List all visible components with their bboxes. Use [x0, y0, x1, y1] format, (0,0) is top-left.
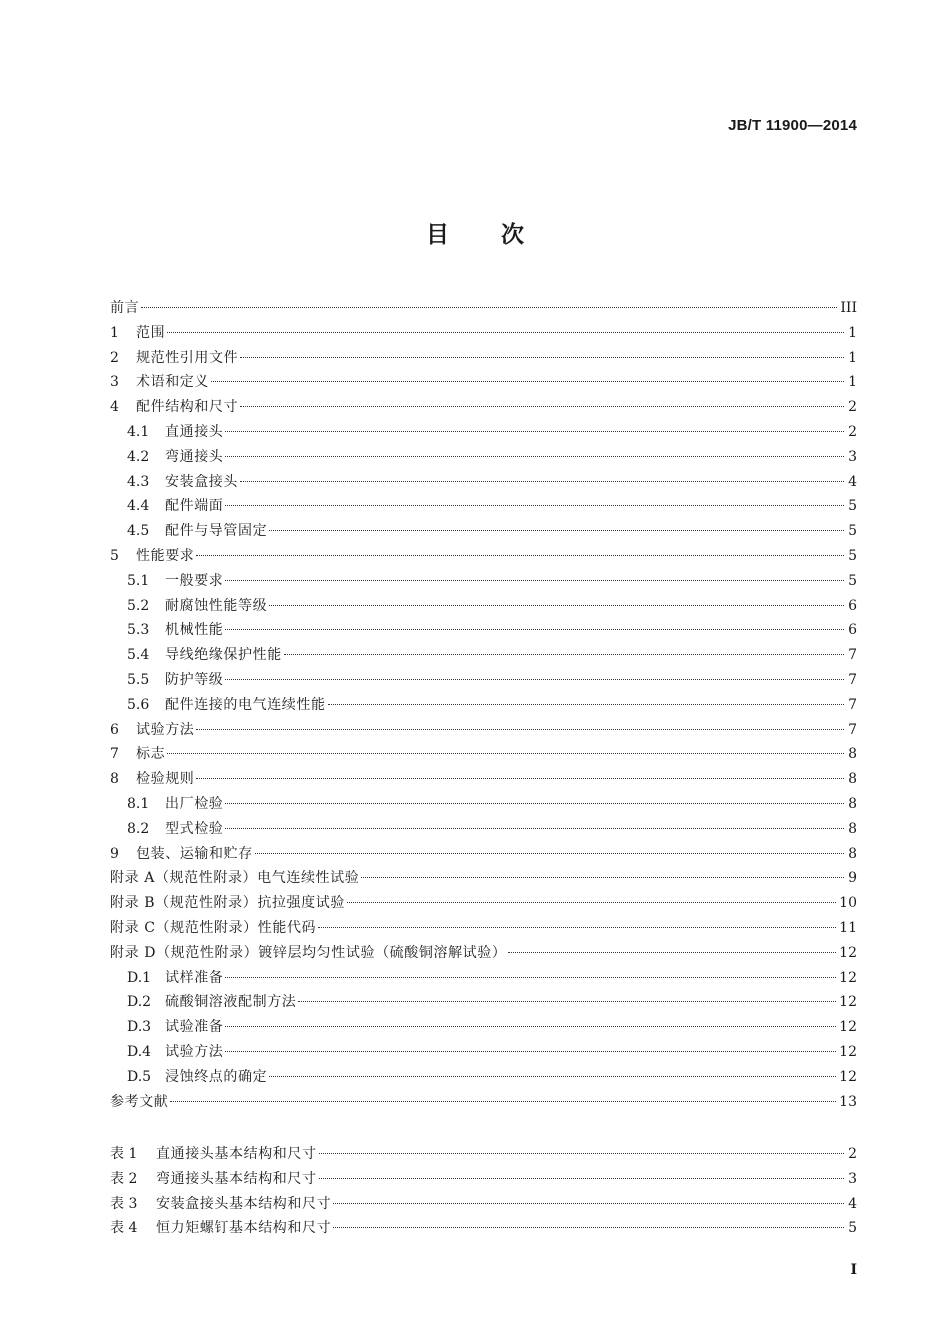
toc-entry[interactable]	[110, 966, 857, 991]
toc-entry-number: D.1	[127, 969, 152, 986]
toc-entry-number: 5.3	[127, 622, 150, 639]
dot-leader	[319, 1178, 844, 1179]
dot-leader	[319, 1153, 844, 1154]
toc-entry-number: 表 3	[110, 1195, 138, 1212]
toc-entry[interactable]	[110, 817, 857, 842]
toc-entry[interactable]	[110, 296, 857, 321]
toc-entry-page: 8	[848, 771, 857, 788]
toc-entry-number: 4	[110, 399, 119, 416]
dot-leader	[225, 1026, 836, 1027]
toc-entry[interactable]	[110, 1065, 857, 1090]
toc-entry[interactable]	[110, 1090, 857, 1115]
toc-entry-label: 直通接头	[165, 423, 224, 440]
toc-entry-label: 参考文献	[110, 1093, 169, 1110]
dot-leader	[333, 1227, 844, 1228]
dot-leader	[240, 481, 844, 482]
toc-entry[interactable]	[110, 544, 857, 569]
dot-leader	[196, 778, 844, 779]
toc-entry-page: 11	[839, 919, 857, 936]
toc-entry-page: 3	[848, 448, 857, 465]
dot-leader	[328, 704, 844, 705]
toc-entry-number: 5	[110, 547, 119, 564]
toc-entry-label: 附录 D（规范性附录）镀锌层均匀性试验（硫酸铜溶解试验）	[110, 944, 507, 961]
toc-entry-label: 一般要求	[165, 572, 224, 589]
toc-entry-number: D.4	[127, 1043, 152, 1060]
dot-leader	[318, 927, 836, 928]
toc-entry-page: 2	[848, 423, 857, 440]
toc-entry-page: 12	[839, 1068, 857, 1085]
toc-entry[interactable]	[110, 742, 857, 767]
toc-entry-label: 配件连接的电气连续性能	[165, 696, 326, 713]
toc-entry-label: 附录 A（规范性附录）电气连续性试验	[110, 870, 360, 887]
toc-entry[interactable]	[110, 643, 857, 668]
toc-entry[interactable]	[110, 891, 857, 916]
dot-leader	[240, 406, 844, 407]
toc-entry[interactable]	[110, 494, 857, 519]
toc-entry-number: 7	[110, 746, 119, 763]
toc-entry-page: 4	[848, 473, 857, 490]
toc-entry-label: 试验准备	[165, 1019, 224, 1036]
toc-entry-label: 检验规则	[136, 771, 195, 788]
toc-entry-number: 5.2	[127, 597, 150, 614]
toc-entry[interactable]	[110, 1167, 857, 1192]
dot-leader	[361, 877, 844, 878]
toc-entry-label: 术语和定义	[136, 374, 209, 391]
toc-entry-label: 附录 C（规范性附录）性能代码	[110, 919, 317, 936]
toc-entry-number: D.2	[127, 994, 152, 1011]
toc-entry[interactable]	[110, 470, 857, 495]
toc-entry[interactable]	[110, 346, 857, 371]
toc-entry[interactable]	[110, 370, 857, 395]
dot-leader	[284, 654, 844, 655]
page-title: 目次	[426, 222, 576, 248]
toc-entry-number: 8.2	[127, 820, 150, 837]
toc-entry-label: 试样准备	[165, 969, 224, 986]
toc-entry-page: 2	[848, 1146, 857, 1162]
dot-leader	[211, 381, 844, 382]
dot-leader	[170, 1101, 836, 1102]
toc-entry-number: 表 1	[110, 1146, 138, 1162]
standard-number: JB/T 11900—2014	[728, 117, 857, 134]
dot-leader	[269, 605, 844, 606]
toc-entry-number: 5.5	[127, 671, 150, 688]
dot-leader	[225, 505, 844, 506]
toc-entry-page: 8	[848, 746, 857, 763]
toc-entry[interactable]	[110, 866, 857, 891]
dot-leader	[225, 580, 844, 581]
toc-entry-number: 表 2	[110, 1170, 138, 1187]
toc-entry-label: 型式检验	[165, 820, 224, 837]
toc-entry-page: 7	[848, 671, 857, 688]
toc-entry-page: 1	[848, 349, 857, 366]
toc-entry-page: 8	[848, 795, 857, 812]
dot-leader	[225, 828, 844, 829]
toc-entry[interactable]	[110, 1142, 857, 1167]
toc-entry-label: 出厂检验	[165, 795, 224, 812]
toc-entry-number: 6	[110, 721, 119, 738]
dot-leader	[240, 357, 844, 358]
dot-leader	[333, 1203, 844, 1204]
toc-entry-page: 3	[848, 1170, 857, 1187]
toc-entry-page: 12	[839, 1043, 857, 1060]
dot-leader	[225, 803, 844, 804]
toc-entry-label: 安装盒接头	[165, 473, 238, 490]
toc-entry-number: 4.3	[127, 473, 150, 490]
toc-entry-page: 9	[848, 870, 857, 887]
toc-entry-number: 4.2	[127, 448, 150, 465]
toc-entry-label: 弯通接头基本结构和尺寸	[156, 1170, 317, 1187]
dot-leader	[225, 1051, 836, 1052]
toc-entry[interactable]	[110, 1040, 857, 1065]
toc-entry-label: 标志	[136, 746, 166, 763]
toc-entry-page: 1	[848, 374, 857, 391]
toc-entry-number: 4.1	[127, 423, 150, 440]
toc-entry-page: 5	[848, 523, 857, 540]
dot-leader	[225, 977, 836, 978]
table-of-contents	[110, 296, 857, 1114]
toc-entry[interactable]	[110, 842, 857, 867]
toc-entry-label: 试验方法	[136, 721, 195, 738]
dot-leader	[347, 902, 836, 903]
toc-entry-label: 性能要求	[136, 547, 195, 564]
toc-entry[interactable]	[110, 941, 857, 966]
toc-entry-label: 防护等级	[165, 671, 224, 688]
toc-entry-page: 7	[848, 647, 857, 664]
toc-entry-label: 直通接头基本结构和尺寸	[156, 1146, 317, 1162]
toc-entry-number: 4.4	[127, 498, 150, 515]
toc-entry-page: 7	[848, 721, 857, 738]
toc-entry-page: 8	[848, 820, 857, 837]
toc-entry-label: 安装盒接头基本结构和尺寸	[156, 1195, 332, 1212]
toc-entry-label: 前言	[110, 300, 140, 316]
toc-entry-label: 配件端面	[165, 498, 224, 515]
dot-leader	[196, 555, 844, 556]
toc-entry-number: 3	[110, 374, 119, 391]
toc-entry-number: 2	[110, 349, 119, 366]
toc-entry-number: 9	[110, 845, 119, 862]
toc-entry-page: 5	[848, 547, 857, 564]
toc-entry-page: 4	[848, 1195, 857, 1212]
toc-entry[interactable]	[110, 1015, 857, 1040]
toc-entry-page: 12	[839, 1019, 857, 1036]
toc-entry-label: 恒力矩螺钉基本结构和尺寸	[156, 1220, 332, 1237]
toc-entry-page: 10	[839, 895, 857, 912]
toc-entry[interactable]	[110, 445, 857, 470]
dot-leader	[225, 679, 844, 680]
toc-entry[interactable]	[110, 321, 857, 346]
dot-leader	[269, 1076, 836, 1077]
toc-entry[interactable]	[110, 718, 857, 743]
list-of-tables	[110, 1142, 857, 1241]
toc-entry-label: 范围	[136, 324, 166, 341]
toc-entry-number: 表 4	[110, 1220, 138, 1237]
toc-entry-label: 耐腐蚀性能等级	[165, 597, 268, 614]
toc-entry-page: 12	[839, 994, 857, 1011]
dot-leader	[225, 629, 844, 630]
toc-entry-number: 5.4	[127, 647, 150, 664]
dot-leader	[167, 753, 844, 754]
toc-entry-label: 附录 B（规范性附录）抗拉强度试验	[110, 895, 345, 912]
toc-entry-page: 12	[839, 969, 857, 986]
toc-entry-number: 5.6	[127, 696, 150, 713]
toc-entry-page: 2	[848, 399, 857, 416]
toc-entry-label: 机械性能	[165, 622, 224, 639]
toc-entry[interactable]	[110, 792, 857, 817]
toc-entry-label: 配件结构和尺寸	[136, 399, 239, 416]
toc-entry-page: 13	[839, 1093, 857, 1110]
toc-entry-number: D.5	[127, 1068, 152, 1085]
toc-entry-number: 5.1	[127, 572, 150, 589]
toc-entry-page: 5	[848, 572, 857, 589]
toc-entry-label: 包装、运输和贮存	[136, 845, 253, 862]
toc-entry-page: 6	[848, 597, 857, 614]
toc-entry[interactable]	[110, 1216, 857, 1241]
toc-entry[interactable]	[110, 668, 857, 693]
dot-leader	[225, 456, 844, 457]
toc-entry-label: 配件与导管固定	[165, 523, 268, 540]
toc-entry-page: 5	[848, 1220, 857, 1237]
page-number: I	[850, 1262, 857, 1278]
toc-entry-number: 8.1	[127, 795, 150, 812]
toc-entry-number: 1	[110, 324, 119, 341]
toc-entry-label: 硫酸铜溶液配制方法	[165, 994, 297, 1011]
toc-entry[interactable]	[110, 395, 857, 420]
toc-entry-number: 4.5	[127, 523, 150, 540]
dot-leader	[508, 952, 836, 953]
toc-entry-label: 导线绝缘保护性能	[165, 647, 282, 664]
toc-entry-label: 浸蚀终点的确定	[165, 1068, 268, 1085]
dot-leader	[298, 1001, 836, 1002]
dot-leader	[255, 853, 844, 854]
toc-entry-number: 8	[110, 771, 119, 788]
dot-leader	[167, 332, 844, 333]
toc-entry[interactable]	[110, 420, 857, 445]
toc-entry[interactable]	[110, 594, 857, 619]
dot-leader	[269, 530, 844, 531]
dot-leader	[141, 307, 837, 308]
toc-entry[interactable]	[110, 569, 857, 594]
toc-entry[interactable]	[110, 693, 857, 718]
toc-entry[interactable]	[110, 1192, 857, 1217]
toc-entry-page: 12	[839, 944, 857, 961]
toc-entry[interactable]	[110, 618, 857, 643]
toc-entry[interactable]	[110, 519, 857, 544]
toc-entry-page: 8	[848, 845, 857, 862]
toc-entry-page: 6	[848, 622, 857, 639]
toc-entry-label: 试验方法	[165, 1043, 224, 1060]
toc-entry[interactable]	[110, 916, 857, 941]
toc-entry-page: III	[840, 300, 857, 316]
dot-leader	[225, 431, 844, 432]
dot-leader	[196, 729, 844, 730]
toc-entry-number: D.3	[127, 1019, 152, 1036]
toc-entry-page: 7	[848, 696, 857, 713]
toc-entry[interactable]	[110, 990, 857, 1015]
toc-entry-label: 规范性引用文件	[136, 349, 239, 366]
toc-entry-label: 弯通接头	[165, 448, 224, 465]
toc-entry-page: 5	[848, 498, 857, 515]
toc-entry-page: 1	[848, 324, 857, 341]
toc-entry[interactable]	[110, 767, 857, 792]
